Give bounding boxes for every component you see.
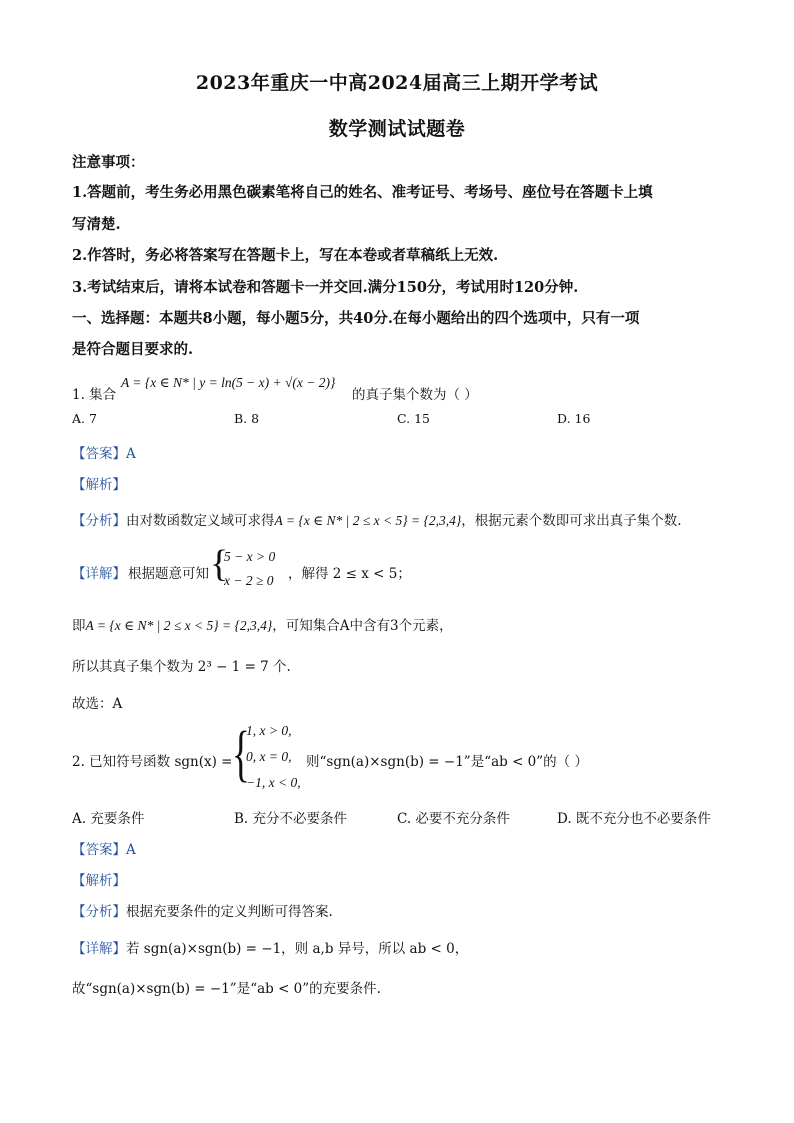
q1-detail-system-2: x − 2 ≥ 0: [224, 573, 274, 588]
q1-suffix: 的真子集个数为（ ）: [352, 387, 478, 403]
q2-analysis-tag: 【解析】: [72, 873, 126, 889]
q1-detail-text-1: 根据题意可知: [128, 566, 209, 582]
q2-option-a: A. 充要条件: [72, 811, 145, 827]
q2-case-2: 0, x = 0,: [246, 749, 292, 764]
q2-stem-rest: 则“sgn(a)×sgn(b) = −1”是“ab < 0”的（ ）: [306, 754, 588, 770]
q1-fenxi-text-2: ，根据元素个数即可求出真子集个数.: [461, 513, 682, 529]
q1-ji-set: A = {x ∈ N* | 2 ≤ x < 5} = {2,3,4}: [85, 618, 273, 633]
q2-fenxi-tag: 【分析】: [72, 904, 126, 920]
q2-prefix: 2. 已知符号函数 sgn(x) =: [72, 754, 233, 770]
q1-fenxi-tag: 【分析】: [72, 513, 126, 529]
q1-detail-system-1: 5 − x > 0: [224, 549, 276, 564]
q2-detail-text: 若 sgn(a)×sgn(b) = −1，则 a,b 异号，所以 ab < 0，: [126, 941, 469, 957]
notes-item-1-line-1: 1.答题前，考生务必用黑色碳素笔将自己的姓名、准考证号、考场号、座位号在答题卡上填: [72, 184, 653, 201]
q1-analysis-tag: 【解析】: [72, 477, 126, 493]
q2-case-1: 1, x > 0,: [246, 723, 292, 738]
section-heading-line-2: 是符合题目要求的.: [72, 341, 194, 358]
q2-detail-tag: 【详解】: [72, 941, 126, 957]
q1-option-b: B. 8: [234, 411, 260, 426]
notes-item-2: 2.作答时，务必将答案写在答题卡上，写在本卷或者草稿纸上无效.: [72, 247, 499, 264]
q1-fenxi-text-1: 由对数函数定义域可求得: [126, 513, 275, 529]
q1-option-d: D. 16: [557, 411, 591, 426]
q2-detail-line: [72, 937, 468, 957]
q1-fenxi-set: A = {x ∈ N* | 2 ≤ x < 5} = {2,3,4}: [274, 513, 462, 528]
q1-choose: 故选：A: [72, 696, 123, 712]
q1-detail-tag: 【详解】: [72, 566, 126, 582]
q1-ji-prefix: 即: [72, 618, 86, 634]
page-subtitle: 数学测试试题卷: [328, 118, 466, 140]
notes-item-3: 3.考试结束后，请将本试卷和答题卡一并交回.满分150分，考试用时120分钟.: [72, 279, 579, 296]
piecewise-brace-icon: {: [232, 720, 250, 788]
q2-case-3: −1, x < 0,: [246, 775, 301, 790]
q1-detail-text-2: ，解得 2 ≤ x < 5；: [288, 566, 411, 582]
notes-heading: 注意事项：: [72, 154, 145, 171]
q2-answer: 【答案】A: [72, 842, 136, 858]
q1-prefix: 1. 集合: [72, 387, 117, 403]
system-brace-icon: {: [210, 543, 229, 585]
q2-option-b: B. 充分不必要条件: [234, 811, 348, 827]
q1-set-expression: A = {x ∈ N* | y = ln(5 − x) + √(x − 2)}: [121, 375, 336, 390]
q1-answer: 【答案】A: [72, 446, 136, 462]
q1-ji-suffix: ，可知集合A中含有3个元素，: [272, 618, 453, 634]
page-title: 2023年重庆一中高2024届高三上期开学考试: [195, 72, 599, 94]
q1-count-line: 所以其真子集个数为 2³ − 1 = 7 个.: [72, 659, 291, 675]
section-heading-line-1: 一、选择题：本题共8小题，每小题5分，共40分.在每小题给出的四个选项中，只有一项: [72, 310, 640, 327]
q2-option-c: C. 必要不充分条件: [397, 811, 510, 827]
q1-ji-line: [72, 614, 453, 634]
q2-fenxi-text: 根据充要条件的定义判断可得答案.: [126, 904, 333, 920]
q2-option-d: D. 既不充分也不必要条件: [557, 811, 711, 827]
notes-item-1-line-2: 写清楚.: [72, 216, 121, 233]
q1-option-a: A. 7: [72, 411, 97, 426]
q1-option-c: C. 15: [397, 411, 430, 426]
q2-fenxi-line: [72, 900, 333, 920]
q2-conclusion: 故“sgn(a)×sgn(b) = −1”是“ab < 0”的充要条件.: [72, 981, 381, 997]
q1-fenxi-line: [72, 509, 682, 529]
